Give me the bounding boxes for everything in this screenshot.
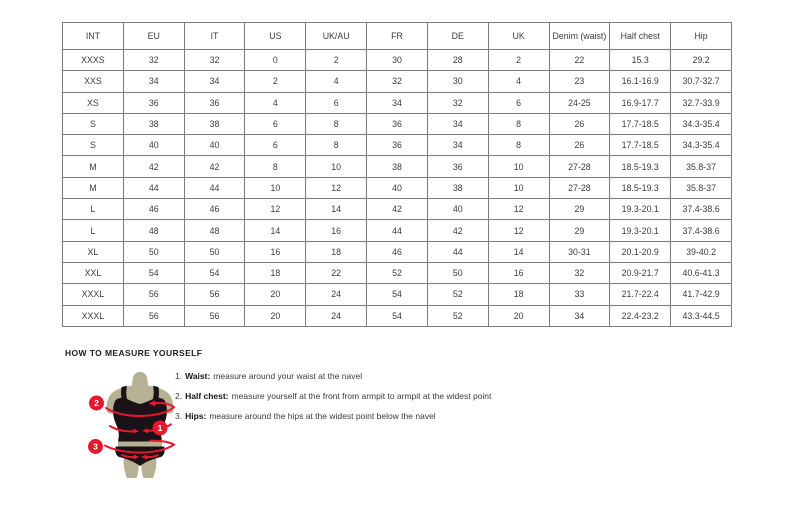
table-cell: 4: [306, 71, 367, 92]
column-header: UK: [488, 23, 549, 50]
table-cell: 20.9-21.7: [610, 262, 671, 283]
table-cell: 16: [245, 241, 306, 262]
table-cell: 21.7-22.4: [610, 284, 671, 305]
table-cell: 18.5-19.3: [610, 177, 671, 198]
table-cell: 6: [488, 92, 549, 113]
table-cell: XXXL: [63, 284, 124, 305]
table-cell: XS: [63, 92, 124, 113]
table-cell: 8: [488, 113, 549, 134]
table-cell: 27-28: [549, 156, 610, 177]
table-cell: 15.3: [610, 50, 671, 71]
table-cell: 40: [184, 135, 245, 156]
step-number: 3.: [175, 411, 183, 421]
table-cell: L: [63, 220, 124, 241]
table-cell: 20: [245, 305, 306, 326]
table-cell: XXXL: [63, 305, 124, 326]
table-cell: 30-31: [549, 241, 610, 262]
table-cell: 54: [184, 262, 245, 283]
table-cell: 38: [427, 177, 488, 198]
table-cell: S: [63, 135, 124, 156]
badge-2-number: 2: [94, 398, 99, 408]
table-cell: 12: [306, 177, 367, 198]
table-cell: 35.8-37: [671, 177, 732, 198]
table-cell: 29.2: [671, 50, 732, 71]
table-row: [63, 113, 732, 134]
size-chart-head: [63, 23, 732, 50]
measure-step-half-chest: [175, 386, 491, 406]
size-chart-table: [62, 22, 732, 327]
table-cell: 26: [549, 113, 610, 134]
table-cell: 36: [427, 156, 488, 177]
table-cell: 16: [488, 262, 549, 283]
table-cell: 38: [123, 113, 184, 134]
measure-steps-list: [175, 366, 491, 426]
table-cell: 50: [123, 241, 184, 262]
table-cell: 8: [306, 113, 367, 134]
table-cell: 16.9-17.7: [610, 92, 671, 113]
table-cell: 8: [245, 156, 306, 177]
step-label: Waist:: [185, 371, 211, 381]
table-cell: 46: [367, 241, 428, 262]
table-cell: 38: [367, 156, 428, 177]
table-row: [63, 92, 732, 113]
table-cell: 34.3-35.4: [671, 113, 732, 134]
column-header: FR: [367, 23, 428, 50]
step-label: Hips:: [185, 411, 207, 421]
table-row: [63, 156, 732, 177]
table-cell: 18: [306, 241, 367, 262]
table-row: [63, 50, 732, 71]
column-header: UK/AU: [306, 23, 367, 50]
column-header: Hip: [671, 23, 732, 50]
table-cell: 36: [184, 92, 245, 113]
how-to-measure-title: HOW TO MEASURE YOURSELF: [65, 348, 203, 358]
table-cell: 33: [549, 284, 610, 305]
table-cell: 17.7-18.5: [610, 113, 671, 134]
table-cell: 20: [488, 305, 549, 326]
column-header: Half chest: [610, 23, 671, 50]
step-text: measure around your waist at the navel: [213, 371, 363, 381]
table-cell: 34: [549, 305, 610, 326]
table-cell: 14: [245, 220, 306, 241]
table-cell: 32: [427, 92, 488, 113]
table-cell: 52: [367, 262, 428, 283]
column-header: INT: [63, 23, 124, 50]
table-cell: 12: [245, 199, 306, 220]
table-row: [63, 262, 732, 283]
table-row: [63, 305, 732, 326]
table-cell: 20: [245, 284, 306, 305]
table-cell: 10: [488, 156, 549, 177]
table-cell: 4: [245, 92, 306, 113]
table-cell: 44: [427, 241, 488, 262]
table-cell: 2: [306, 50, 367, 71]
step-text: measure around the hips at the widest point below the navel: [209, 411, 436, 421]
table-cell: 32: [184, 50, 245, 71]
column-header: DE: [427, 23, 488, 50]
table-cell: 32: [549, 262, 610, 283]
step-label: Half chest:: [185, 391, 229, 401]
table-cell: 54: [123, 262, 184, 283]
table-cell: 29: [549, 199, 610, 220]
table-cell: 6: [245, 113, 306, 134]
table-cell: 54: [367, 305, 428, 326]
column-header: IT: [184, 23, 245, 50]
table-cell: 0: [245, 50, 306, 71]
table-cell: 42: [427, 220, 488, 241]
measure-step-waist: [175, 366, 491, 386]
table-cell: 44: [367, 220, 428, 241]
column-header: EU: [123, 23, 184, 50]
table-cell: 48: [123, 220, 184, 241]
table-cell: 18.5-19.3: [610, 156, 671, 177]
table-cell: 52: [427, 284, 488, 305]
table-cell: XXXS: [63, 50, 124, 71]
table-cell: XL: [63, 241, 124, 262]
table-cell: 18: [245, 262, 306, 283]
column-header: US: [245, 23, 306, 50]
measure-step-hips: [175, 406, 491, 426]
column-header: Denim (waist): [549, 23, 610, 50]
table-cell: 41.7-42.9: [671, 284, 732, 305]
table-cell: 46: [184, 199, 245, 220]
badge-1-number: 1: [157, 423, 163, 433]
table-row: [63, 135, 732, 156]
table-cell: XXL: [63, 262, 124, 283]
table-cell: 30: [367, 50, 428, 71]
table-cell: 35.8-37: [671, 156, 732, 177]
table-cell: 38: [184, 113, 245, 134]
table-cell: 12: [488, 220, 549, 241]
table-cell: 44: [184, 177, 245, 198]
table-cell: 16.1-16.9: [610, 71, 671, 92]
table-cell: 34: [367, 92, 428, 113]
table-cell: 22.4-23.2: [610, 305, 671, 326]
table-cell: 30.7-32.7: [671, 71, 732, 92]
table-cell: 34.3-35.4: [671, 135, 732, 156]
table-cell: 19.3-20.1: [610, 199, 671, 220]
table-cell: 28: [427, 50, 488, 71]
table-cell: 32: [367, 71, 428, 92]
table-row: [63, 284, 732, 305]
table-cell: 12: [488, 199, 549, 220]
table-cell: 17.7-18.5: [610, 135, 671, 156]
table-cell: 50: [184, 241, 245, 262]
step-text: measure yourself at the front from armpit to armpit at the widest point: [231, 391, 492, 401]
table-cell: 34: [427, 135, 488, 156]
table-cell: 10: [245, 177, 306, 198]
table-cell: 36: [123, 92, 184, 113]
table-cell: 54: [367, 284, 428, 305]
table-cell: 10: [488, 177, 549, 198]
table-cell: XXS: [63, 71, 124, 92]
table-row: [63, 220, 732, 241]
table-cell: M: [63, 177, 124, 198]
table-cell: 24: [306, 305, 367, 326]
table-row: [63, 177, 732, 198]
table-cell: 34: [184, 71, 245, 92]
table-cell: L: [63, 199, 124, 220]
table-cell: 56: [123, 284, 184, 305]
table-cell: 42: [367, 199, 428, 220]
table-cell: 30: [427, 71, 488, 92]
table-cell: 8: [306, 135, 367, 156]
table-cell: 36: [367, 113, 428, 134]
table-cell: 48: [184, 220, 245, 241]
table-cell: 2: [488, 50, 549, 71]
step-number: 1.: [175, 371, 183, 381]
table-cell: 6: [306, 92, 367, 113]
table-cell: 4: [488, 71, 549, 92]
table-cell: 40: [427, 199, 488, 220]
table-cell: 14: [488, 241, 549, 262]
table-header-row: [63, 23, 732, 50]
size-chart-body: [63, 50, 732, 327]
table-cell: 46: [123, 199, 184, 220]
table-cell: 32.7-33.9: [671, 92, 732, 113]
table-cell: 22: [549, 50, 610, 71]
table-cell: 10: [306, 156, 367, 177]
table-cell: 8: [488, 135, 549, 156]
table-cell: 18: [488, 284, 549, 305]
table-cell: 40: [123, 135, 184, 156]
table-row: [63, 199, 732, 220]
table-cell: 43.3-44.5: [671, 305, 732, 326]
table-cell: 36: [367, 135, 428, 156]
table-cell: 27-28: [549, 177, 610, 198]
step-number: 2.: [175, 391, 183, 401]
table-cell: 37.4-38.6: [671, 220, 732, 241]
table-cell: 23: [549, 71, 610, 92]
table-cell: 40.6-41.3: [671, 262, 732, 283]
table-cell: 34: [427, 113, 488, 134]
table-cell: 40: [367, 177, 428, 198]
table-cell: 39-40.2: [671, 241, 732, 262]
badge-3-number: 3: [93, 441, 98, 452]
table-cell: 42: [184, 156, 245, 177]
table-cell: 22: [306, 262, 367, 283]
table-cell: 50: [427, 262, 488, 283]
table-cell: 24: [306, 284, 367, 305]
table-cell: 29: [549, 220, 610, 241]
table-cell: 52: [427, 305, 488, 326]
table-cell: 56: [184, 305, 245, 326]
table-cell: 56: [123, 305, 184, 326]
table-cell: 42: [123, 156, 184, 177]
table-cell: 16: [306, 220, 367, 241]
table-cell: 2: [245, 71, 306, 92]
table-row: [63, 241, 732, 262]
table-cell: 26: [549, 135, 610, 156]
table-cell: 32: [123, 50, 184, 71]
table-cell: 20.1-20.9: [610, 241, 671, 262]
table-cell: S: [63, 113, 124, 134]
table-cell: M: [63, 156, 124, 177]
table-cell: 34: [123, 71, 184, 92]
table-cell: 6: [245, 135, 306, 156]
table-cell: 24-25: [549, 92, 610, 113]
table-cell: 19.3-20.1: [610, 220, 671, 241]
table-cell: 44: [123, 177, 184, 198]
table-cell: 56: [184, 284, 245, 305]
table-cell: 14: [306, 199, 367, 220]
table-cell: 37.4-38.6: [671, 199, 732, 220]
table-row: [63, 71, 732, 92]
